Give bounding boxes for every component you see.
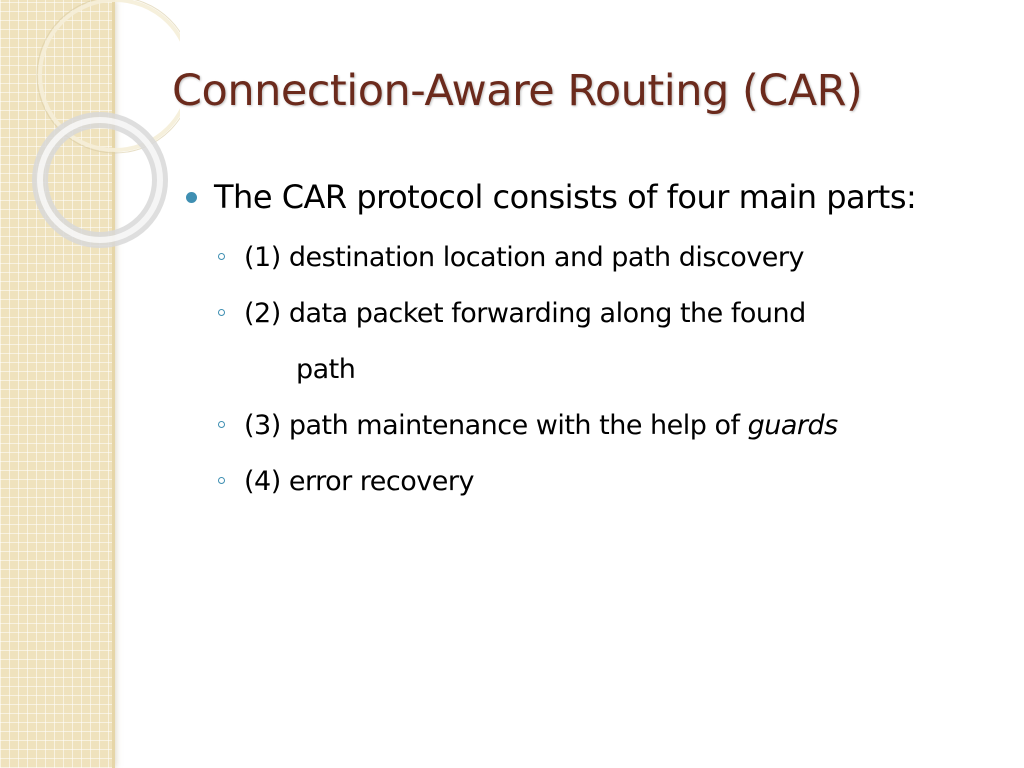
main-bullet-item <box>180 172 980 222</box>
sub-bullet-continuation-text: path <box>296 354 356 385</box>
sub-bullet-item <box>180 398 980 454</box>
sub-bullet-continuation <box>180 342 980 398</box>
sub-bullet-circle-icon <box>218 421 225 428</box>
sub-bullet-item <box>180 454 980 510</box>
main-bullet-text: The CAR protocol consists of four main parts: <box>214 178 917 216</box>
sub-bullet-text: (2) data packet forwarding along the found <box>244 298 806 329</box>
slide-title: Connection-Aware Routing (CAR) <box>172 66 863 116</box>
decorative-rings-icon <box>0 0 180 300</box>
sub-bullet-item <box>180 230 980 286</box>
sub-bullet-text: (3) path maintenance with the help of <box>244 410 748 441</box>
sub-bullet-circle-icon <box>218 253 225 260</box>
sub-bullet-circle-icon <box>218 477 225 484</box>
sub-bullet-text: (4) error recovery <box>244 466 474 497</box>
sub-bullet-text: (1) destination location and path discovery <box>244 242 804 273</box>
emphasized-term: guards <box>747 410 838 441</box>
bullet-dot-icon <box>186 192 197 203</box>
sub-bullet-circle-icon <box>218 309 225 316</box>
slide-content <box>180 172 980 510</box>
sub-bullet-item <box>180 286 980 342</box>
